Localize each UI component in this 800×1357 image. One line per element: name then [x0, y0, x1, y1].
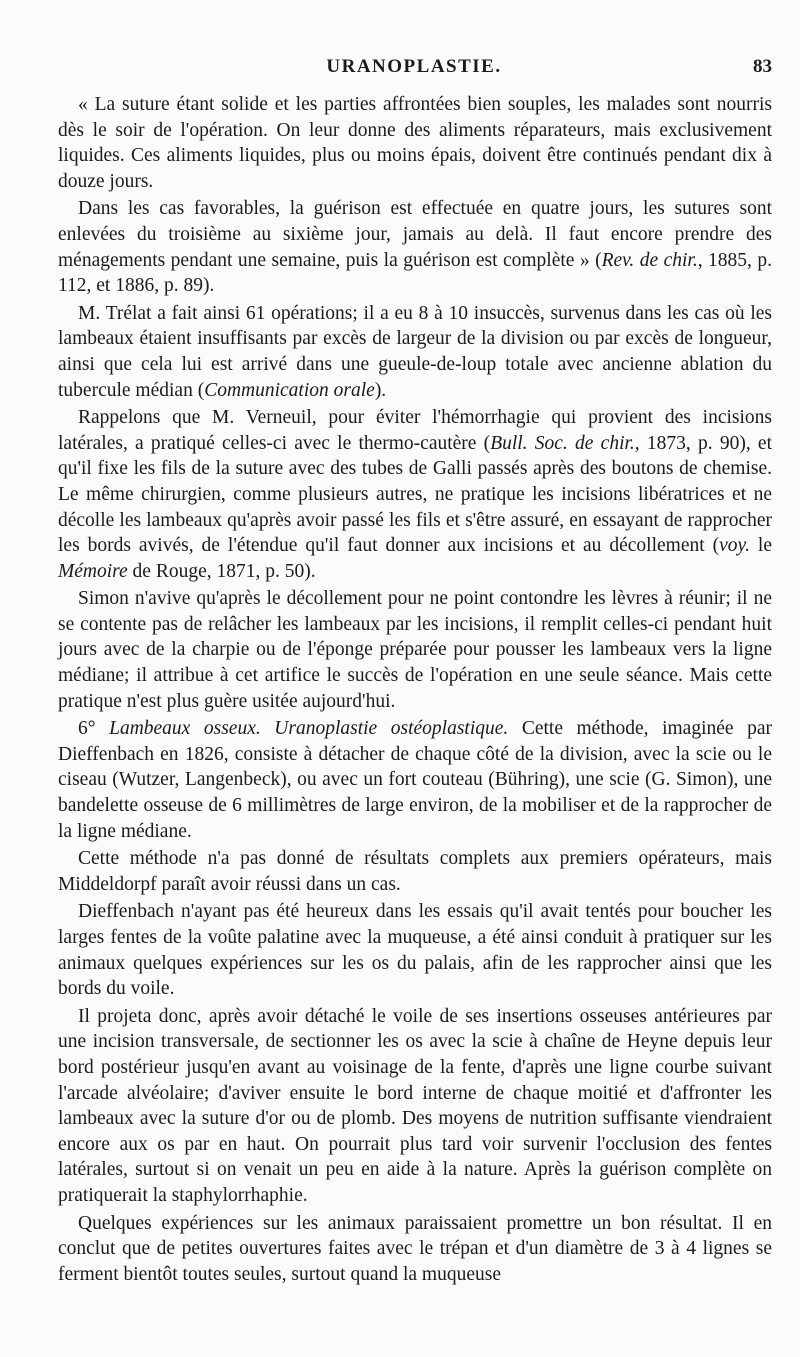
- text-segment: Cette méthode, imaginée par Dieffenbach en 1826, consiste à détacher de chaque côté de la division, avec la scie ou le ciseau (Wutzer, Langenbeck), ou avec un fort couteau (Bühring), une scie (G. Simon), une bandelette osseuse de 6 millimètres de large environ, de la mobiliser et de la rapprocher de la ligne médiane.: [58, 718, 772, 842]
- text-segment: Rappelons que M. Verneuil, pour éviter l'hémorrhagie qui provient des incisions latérales, a pratiqué celles-ci avec le thermo-cautère (: [58, 407, 772, 454]
- running-title: URANOPLASTIE.: [326, 56, 502, 77]
- text-segment: Dans les cas favorables, la guérison est effectuée en quatre jours, les sutures sont enlevées du troisième au sixième jour, jamais au delà. Il faut encore prendre des ménagements pendant une semaine, puis la guérison est complète » (: [58, 198, 772, 271]
- text-segment: de Rouge, 1871, p. 50).: [127, 560, 316, 582]
- italic-text: Lambeaux osseux. Uranoplastie ostéoplastique.: [109, 718, 509, 740]
- paragraph: [58, 196, 772, 298]
- page-number: 83: [753, 56, 772, 77]
- italic-text: Rev. de chir.: [601, 249, 698, 271]
- text-segment: M. Trélat a fait ainsi 61 opérations; il a eu 8 à 10 insuccès, survenus dans les cas où les lambeaux étaient insuffisants par excès de largeur de la division ou par excès de longueur, ainsi que cela lui est arrivé dans une gueule-de-loup totale avec ancienne ablation du tubercule médian (: [58, 302, 772, 401]
- text-segment: 6°: [78, 718, 110, 740]
- paragraph: [58, 1211, 772, 1288]
- text-segment: « La suture étant solide et les parties affrontées bien souples, les malades sont nourris dès le soir de l'opération. On leur donne des aliments réparateurs, mais exclusivement liquides. Ces aliments liquides, plus ou moins épais, doivent être continués pendant dix à douze jours.: [58, 94, 772, 192]
- paragraph: [58, 301, 772, 403]
- paragraph: [58, 92, 772, 194]
- italic-text: voy.: [719, 535, 750, 557]
- text-segment: Il projeta donc, après avoir détaché le voile de ses insertions osseuses antérieures par une incision transversale, de sectionner les os avec la scie à chaîne de Heyne depuis leur bord postérieur jusqu'en avant au voisinage de la fente, d'après une ligne courbe suivant l'arcade alvéolaire; d'aviver ensuite le bord interne de chaque moitié et d'affronter les lambeaux avec la suture d'or ou de plomb. Des moyens de nutrition suffisante viendraient encore aux os par en haut. On pourrait plus tard voir survenir l'occlusion des fentes latérales, surtout si on venait un peu en aide à la nature. Après la guérison complète on pratiquerait la staphylorrhaphie.: [58, 1005, 772, 1206]
- text-segment: , 1885, p. 112, et 1886, p. 89).: [58, 249, 773, 297]
- page-header: [56, 56, 772, 86]
- paragraph: [58, 846, 772, 897]
- text-segment: Cette méthode n'a pas donné de résultats complets aux premiers opérateurs, mais Middeldorpf paraît avoir réussi dans un cas.: [58, 848, 772, 895]
- paragraph: [58, 899, 772, 1001]
- italic-text: Communication orale: [204, 379, 375, 401]
- body-text: [58, 92, 772, 1287]
- text-segment: Quelques expériences sur les animaux paraissaient promettre un bon résultat. Il en conclut que de petites ouvertures faites avec le trépan et d'un diamètre de 3 à 4 lignes se ferment bientôt toutes seules, surtout quand la muqueuse: [58, 1212, 772, 1285]
- paragraph: [58, 1004, 772, 1209]
- text-segment: Simon n'avive qu'après le décollement pour ne point contondre les lèvres à réunir; il ne se contente pas de relâcher les lambeaux par les incisions, il remplit celles-ci pendant huit jours avec de la charpie ou de l'éponge préparée pour pousser les lambeaux vers la ligne médiane; il attribue à cet artifice le succès de l'opération en une seule séance. Mais cette pratique n'est plus guère usitée aujourd'hui.: [58, 588, 772, 712]
- text-segment: , 1873, p. 90), et qu'il fixe les fils de la suture avec des tubes de Galli passés après des boutons de chemise. Le même chirurgien, comme plusieurs autres, ne pratique les incisions libératrices et ne décolle les lambeaux qu'après avoir passé les fils et s'être assuré, en essayant de rapprocher les bords avivés, de l'étendue qu'il faut donner aux incisions et au décollement (: [58, 432, 773, 557]
- italic-text: Bull. Soc. de chir.: [490, 432, 635, 454]
- paragraph: [58, 405, 772, 584]
- text-segment: le: [749, 535, 772, 557]
- paragraph: [58, 586, 772, 714]
- text-segment: Dieffenbach n'ayant pas été heureux dans les essais qu'il avait tentés pour boucher les larges fentes de la voûte palatine avec la muqueuse, a été ainsi conduit à pratiquer sur les animaux quelques expériences sur les os du palais, afin de les rapprocher ainsi que les bords du voile.: [58, 901, 772, 1000]
- italic-text: Mémoire: [58, 560, 128, 582]
- text-segment: ).: [374, 379, 387, 401]
- paragraph: [58, 716, 772, 844]
